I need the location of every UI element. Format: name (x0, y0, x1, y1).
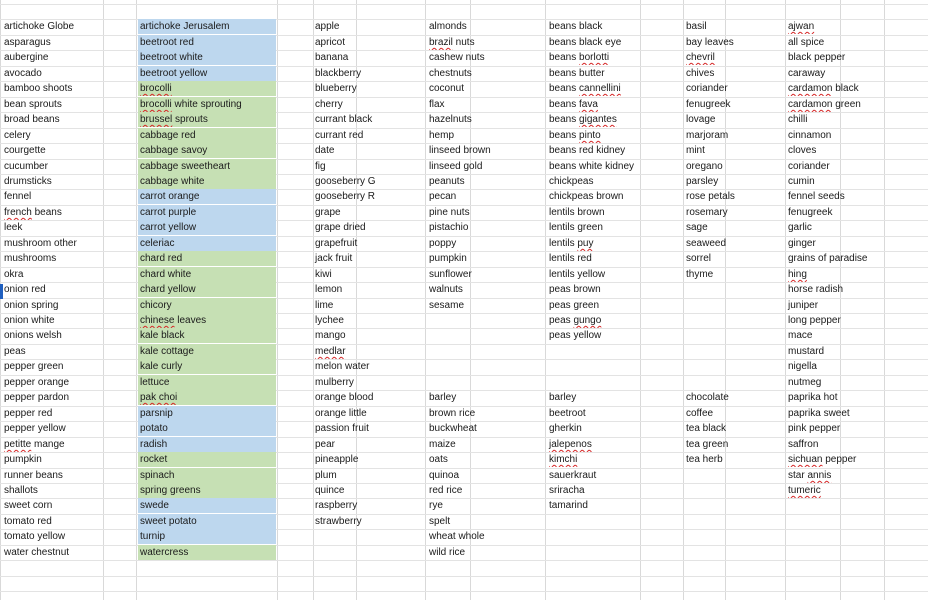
cell-fruit[interactable]: lime (315, 300, 334, 311)
cell-fruit[interactable]: grape (315, 207, 341, 218)
cell-grains[interactable]: rye (429, 500, 443, 511)
cell-vegetables[interactable]: sweet corn (4, 500, 53, 511)
column-gridline (136, 0, 137, 600)
cell-mystery-jars[interactable]: gherkin (549, 423, 582, 434)
cell-vegetables[interactable]: pepper pardon (4, 392, 70, 403)
cell-spices[interactable]: hing (788, 269, 807, 280)
cell-grains[interactable]: maize (429, 439, 456, 450)
cell-grains[interactable]: red rice (429, 485, 463, 496)
cell-grains[interactable]: buckwheat (429, 423, 477, 434)
cell-mystery-jars[interactable]: barley (549, 392, 577, 403)
cell-herbs[interactable]: chevril (686, 52, 715, 63)
cell-vegetables[interactable]: runner beans (4, 470, 63, 481)
cell-spices[interactable]: star annis (788, 470, 832, 481)
cell-leaves-and-roots[interactable]: beetroot yellow (138, 66, 276, 81)
cell-pulses[interactable]: beans borlotti (549, 52, 610, 63)
cell-spices[interactable]: tumeric (788, 485, 821, 496)
cell-nuts[interactable]: linseed brown (429, 145, 491, 156)
cell-nuts[interactable]: pistachio (429, 222, 469, 233)
cell-nuts[interactable]: hemp (429, 130, 455, 141)
cell-pulses[interactable]: beans fava (549, 99, 598, 110)
cell-leaves-and-roots[interactable]: pak choi (138, 390, 276, 405)
cell-mystery-jars[interactable]: sauerkraut (549, 470, 597, 481)
cell-spices[interactable]: paprika sweet (788, 408, 850, 419)
cell-spices[interactable]: caraway (788, 68, 826, 79)
cell-leaves-and-roots[interactable]: brussel sprouts (138, 112, 276, 127)
column-header-fruit[interactable] (313, 4, 423, 19)
cell-spices[interactable]: all spice (788, 37, 825, 48)
cell-leaves-and-roots[interactable]: brocolli white sprouting (138, 97, 276, 112)
cell-nuts[interactable]: pine nuts (429, 207, 470, 218)
cell-fruit[interactable]: currant red (315, 130, 364, 141)
cell-fruit[interactable]: jack fruit (315, 253, 353, 264)
cell-spices[interactable]: juniper (788, 300, 819, 311)
cell-vegetables[interactable]: onion white (4, 315, 55, 326)
cell-nuts[interactable]: sesame (429, 300, 465, 311)
cell-vegetables[interactable]: french beans (4, 207, 62, 218)
cell-nuts[interactable]: coconut (429, 83, 465, 94)
cell-leaves-and-roots[interactable]: sweet potato (138, 514, 276, 529)
cell-vegetables[interactable]: asparagus (4, 37, 51, 48)
cell-leaves-and-roots[interactable]: carrot yellow (138, 220, 276, 235)
cell-leaves-and-roots[interactable]: radish (138, 437, 276, 452)
cell-vegetables[interactable]: petitte mange (4, 439, 65, 450)
cell-leaves-and-roots[interactable]: kale curly (138, 359, 276, 374)
cell-fruit[interactable]: cherry (315, 99, 343, 110)
cell-spices[interactable]: garlic (788, 222, 812, 233)
cell-leaves-and-roots[interactable]: swede (138, 498, 276, 513)
cell-pulses[interactable]: lentils green (549, 222, 603, 233)
cell-vegetables[interactable]: tomato red (4, 516, 52, 527)
cell-spices[interactable]: pink pepper (788, 423, 841, 434)
cell-vegetables[interactable]: mushrooms (4, 253, 57, 264)
cell-spices[interactable]: cardamon green (788, 99, 861, 110)
cell-fruit[interactable]: currant black (315, 114, 373, 125)
cell-vegetables[interactable]: pumpkin (4, 454, 42, 465)
cell-fruit[interactable]: pear (315, 439, 336, 450)
cell-leaves-and-roots[interactable]: cabbage white (138, 174, 276, 189)
cell-vegetables[interactable]: bamboo shoots (4, 83, 73, 94)
column-header-herbs[interactable] (684, 4, 785, 19)
cell-fruit[interactable]: strawberry (315, 516, 362, 527)
cell-pulses[interactable]: chickpeas (549, 176, 594, 187)
column-gridline (277, 0, 278, 600)
cell-leaves-and-roots[interactable]: beetroot white (138, 50, 276, 65)
cell-pulses[interactable]: peas brown (549, 284, 601, 295)
cell-herbs[interactable]: bay leaves (686, 37, 734, 48)
cell-herbs[interactable]: rose petals (686, 191, 735, 202)
cell-nuts[interactable]: poppy (429, 238, 457, 249)
cell-leaves-and-roots[interactable]: chard white (138, 267, 276, 282)
cell-pulses[interactable]: lentils brown (549, 207, 605, 218)
cell-herbs[interactable]: mint (686, 145, 705, 156)
cell-vegetables[interactable]: broad beans (4, 114, 60, 125)
cell-mystery-jars[interactable]: jalepenos (549, 439, 592, 450)
cell-drinks[interactable]: tea green (686, 439, 729, 450)
column-header-spices[interactable] (786, 4, 884, 19)
cell-drinks[interactable] (684, 375, 785, 390)
cell-fruit[interactable]: fig (315, 161, 326, 172)
cell-pulses[interactable]: lentils yellow (549, 269, 606, 280)
cell-spices[interactable]: grains of paradise (788, 253, 868, 264)
cell-fruit[interactable]: mulberry (315, 377, 354, 388)
cell-pulses[interactable]: lentils red (549, 253, 592, 264)
column-gridline (0, 0, 1, 600)
cell-drinks[interactable]: tea black (686, 423, 727, 434)
cell-nuts[interactable]: flax (429, 99, 445, 110)
cell-fruit[interactable]: quince (315, 485, 345, 496)
cell-mystery-jars[interactable]: tamarind (549, 500, 588, 511)
cell-herbs[interactable]: basil (686, 21, 707, 32)
cell-spices[interactable]: long pepper (788, 315, 841, 326)
cell-fruit[interactable]: passion fruit (315, 423, 369, 434)
cell-leaves-and-roots[interactable]: lettuce (138, 375, 276, 390)
cell-leaves-and-roots[interactable]: chard red (138, 251, 276, 266)
cell-fruit[interactable]: blackberry (315, 68, 362, 79)
cell-nuts[interactable]: almonds (429, 21, 467, 32)
row-gridline (0, 591, 928, 592)
cell-fruit[interactable]: medlar (315, 346, 346, 357)
cell-mystery-jars[interactable]: sriracha (549, 485, 585, 496)
cell-vegetables[interactable]: onion spring (4, 300, 59, 311)
cell-leaves-and-roots[interactable]: beetroot red (138, 35, 276, 50)
cell-drinks[interactable]: coffee (686, 408, 714, 419)
cell-grains[interactable]: wild rice (429, 547, 466, 558)
cell-herbs[interactable]: sorrel (686, 253, 712, 264)
cell-leaves-and-roots[interactable]: spring greens (138, 483, 276, 498)
cell-fruit[interactable]: banana (315, 52, 349, 63)
cell-vegetables[interactable]: aubergine (4, 52, 49, 63)
cell-herbs[interactable]: lovage (686, 114, 716, 125)
cell-grains[interactable]: brown rice (429, 408, 476, 419)
cell-vegetables[interactable]: celery (4, 130, 31, 141)
cell-nuts[interactable]: sunflower (429, 269, 472, 280)
cell-fruit[interactable]: gooseberry G (315, 176, 376, 187)
cell-fruit[interactable]: orange little (315, 408, 367, 419)
cell-herbs[interactable]: rosemary (686, 207, 728, 218)
cell-grains[interactable]: spelt (429, 516, 451, 527)
cell-leaves-and-roots[interactable]: kale black (138, 328, 276, 343)
cell-leaves-and-roots[interactable]: spinach (138, 468, 276, 483)
cell-vegetables[interactable]: pepper green (4, 361, 64, 372)
cell-vegetables[interactable]: bean sprouts (4, 99, 62, 110)
column-gridline (884, 0, 885, 600)
cell-herbs[interactable]: thyme (686, 269, 714, 280)
cell-fruit[interactable]: lemon (315, 284, 343, 295)
cell-herbs[interactable]: oregano (686, 161, 723, 172)
cell-fruit[interactable]: mango (315, 330, 346, 341)
cell-fruit[interactable]: gooseberry R (315, 191, 376, 202)
cell-grains[interactable]: wheat whole (429, 531, 485, 542)
cell-pulses[interactable]: beans black (549, 21, 603, 32)
cell-vegetables[interactable]: water chestnut (4, 547, 70, 558)
cell-vegetables[interactable]: tomato yellow (4, 531, 66, 542)
cell-mystery-jars[interactable] (547, 375, 680, 390)
cell-mystery-jars[interactable]: kimchi (549, 454, 578, 465)
cell-fruit[interactable]: orange blood (315, 392, 374, 403)
cell-pulses[interactable]: beans pinto (549, 130, 601, 141)
cell-herbs[interactable]: seaweed (686, 238, 727, 249)
cell-vegetables[interactable]: pepper orange (4, 377, 70, 388)
cell-leaves-and-roots[interactable]: cabbage red (138, 128, 276, 143)
cell-herbs[interactable]: fenugreek (686, 99, 731, 110)
cell-vegetables[interactable]: drumsticks (4, 176, 52, 187)
cell-spices[interactable]: cumin (788, 176, 815, 187)
cell-nuts[interactable]: hazelnuts (429, 114, 472, 125)
cell-vegetables[interactable]: okra (4, 269, 24, 280)
cell-fruit[interactable]: raspberry (315, 500, 358, 511)
cell-spices[interactable]: chilli (788, 114, 808, 125)
cell-vegetables[interactable]: pepper yellow (4, 423, 66, 434)
cell-fruit[interactable]: apricot (315, 37, 346, 48)
cell-leaves-and-roots[interactable]: potato (138, 421, 276, 436)
cell-grains[interactable]: barley (429, 392, 457, 403)
cell-leaves-and-roots[interactable]: chinese leaves (138, 313, 276, 328)
cell-spices[interactable]: nutmeg (788, 377, 822, 388)
cell-leaves-and-roots[interactable]: watercress (138, 545, 276, 560)
cell-grains[interactable]: quinoa (429, 470, 460, 481)
cell-leaves-and-roots[interactable]: carrot orange (138, 189, 276, 204)
cell-vegetables[interactable]: pepper red (4, 408, 53, 419)
column-header-leaves-and-roots[interactable] (138, 4, 276, 19)
cell-pulses[interactable]: beans black eye (549, 37, 622, 48)
cell-vegetables[interactable]: avocado (4, 68, 42, 79)
cell-spices[interactable]: ginger (788, 238, 816, 249)
cell-pulses[interactable]: beans cannellini (549, 83, 621, 94)
cell-pulses[interactable]: beans white kidney (549, 161, 635, 172)
cell-leaves-and-roots[interactable]: brocolli (138, 81, 276, 96)
cell-spices[interactable]: cloves (788, 145, 817, 156)
cell-pulses[interactable]: beans red kidney (549, 145, 626, 156)
cell-drinks[interactable]: tea herb (686, 454, 723, 465)
column-header-nuts[interactable] (427, 4, 545, 19)
cell-nuts[interactable]: cashew nuts (429, 52, 485, 63)
cell-vegetables[interactable]: courgette (4, 145, 46, 156)
cell-herbs[interactable]: sage (686, 222, 708, 233)
cell-spices[interactable]: mustard (788, 346, 825, 357)
cell-fruit[interactable]: blueberry (315, 83, 357, 94)
cell-leaves-and-roots[interactable]: chard yellow (138, 282, 276, 297)
cell-pulses[interactable]: beans butter (549, 68, 605, 79)
cell-nuts[interactable]: walnuts (429, 284, 463, 295)
cell-leaves-and-roots[interactable]: celeriac (138, 236, 276, 251)
cell-spices[interactable]: mace (788, 330, 813, 341)
cell-drinks[interactable]: chocolate (686, 392, 729, 403)
cell-spices[interactable]: saffron (788, 439, 819, 450)
row-gridline (0, 576, 928, 577)
cell-fruit[interactable]: lychee (315, 315, 344, 326)
cell-leaves-and-roots[interactable]: parsnip (138, 406, 276, 421)
cell-leaves-and-roots[interactable]: cabbage savoy (138, 143, 276, 158)
cell-fruit[interactable]: date (315, 145, 335, 156)
cell-fruit[interactable]: apple (315, 21, 340, 32)
cell-grains[interactable] (427, 375, 545, 390)
cell-vegetables[interactable]: fennel (4, 191, 32, 202)
column-gridline (425, 0, 426, 600)
cell-leaves-and-roots[interactable]: carrot purple (138, 205, 276, 220)
cell-spices[interactable]: cinnamon (788, 130, 832, 141)
cell-leaves-and-roots[interactable]: cabbage sweetheart (138, 159, 276, 174)
cell-vegetables[interactable]: cucumber (4, 161, 48, 172)
cell-spices[interactable]: fenugreek (788, 207, 833, 218)
cell-leaves-and-roots[interactable]: chicory (138, 298, 276, 313)
cell-nuts[interactable]: brazil nuts (429, 37, 475, 48)
cell-spices[interactable]: coriander (788, 161, 830, 172)
cell-spices[interactable]: nigella (788, 361, 817, 372)
cell-vegetables[interactable]: onions welsh (4, 330, 62, 341)
cell-vegetables[interactable]: shallots (4, 485, 38, 496)
cell-nuts[interactable]: peanuts (429, 176, 465, 187)
cell-leaves-and-roots[interactable]: turnip (138, 529, 276, 544)
cell-fruit[interactable]: pineapple (315, 454, 359, 465)
cell-spices[interactable]: horse radish (788, 284, 844, 295)
cell-fruit[interactable]: grapefruit (315, 238, 358, 249)
cell-pulses[interactable]: beans gigantes (549, 114, 617, 125)
cell-nuts[interactable]: pecan (429, 191, 457, 202)
cell-pulses[interactable]: lentils puy (549, 238, 594, 249)
cell-herbs[interactable]: marjoram (686, 130, 729, 141)
cell-spices[interactable]: fennel seeds (788, 191, 845, 202)
cell-herbs[interactable]: coriander (686, 83, 728, 94)
cell-nuts[interactable]: linseed gold (429, 161, 483, 172)
cell-fruit[interactable]: grape dried (315, 222, 366, 233)
cell-vegetables[interactable]: peas (4, 346, 26, 357)
cell-vegetables[interactable]: mushroom other (4, 238, 77, 249)
cell-fruit[interactable]: melon water (315, 361, 370, 372)
row-gridline (0, 560, 928, 561)
cell-leaves-and-roots[interactable]: rocket (138, 452, 276, 467)
cell-grains[interactable]: oats (429, 454, 448, 465)
cell-fruit[interactable]: plum (315, 470, 337, 481)
cell-mystery-jars[interactable]: beetroot (549, 408, 586, 419)
cell-spices[interactable]: paprika hot (788, 392, 838, 403)
cell-herbs[interactable]: chives (686, 68, 715, 79)
cell-nuts[interactable]: pumpkin (429, 253, 467, 264)
cell-vegetables[interactable]: leek (4, 222, 23, 233)
cell-pulses[interactable]: peas green (549, 300, 600, 311)
cell-pulses[interactable]: chickpeas brown (549, 191, 624, 202)
cell-herbs[interactable]: parsley (686, 176, 719, 187)
cell-pulses[interactable]: peas gungo (549, 315, 602, 326)
cell-spices[interactable]: cardamon black (788, 83, 859, 94)
cell-pulses[interactable]: peas yellow (549, 330, 602, 341)
cell-leaves-and-roots[interactable]: kale cottage (138, 344, 276, 359)
cell-spices[interactable]: ajwan (788, 21, 815, 32)
cell-fruit[interactable]: kiwi (315, 269, 332, 280)
cell-nuts[interactable]: chestnuts (429, 68, 472, 79)
cell-spices[interactable]: black pepper (788, 52, 846, 63)
cell-vegetables[interactable]: artichoke Globe (4, 21, 75, 32)
column-header-vegetables[interactable] (2, 4, 136, 19)
column-header-pulses[interactable] (547, 4, 680, 19)
cell-leaves-and-roots[interactable]: artichoke Jerusalem (138, 19, 276, 34)
cell-spices[interactable]: sichuan pepper (788, 454, 857, 465)
column-gridline (545, 0, 546, 600)
cell-vegetables[interactable]: onion red (4, 284, 46, 295)
